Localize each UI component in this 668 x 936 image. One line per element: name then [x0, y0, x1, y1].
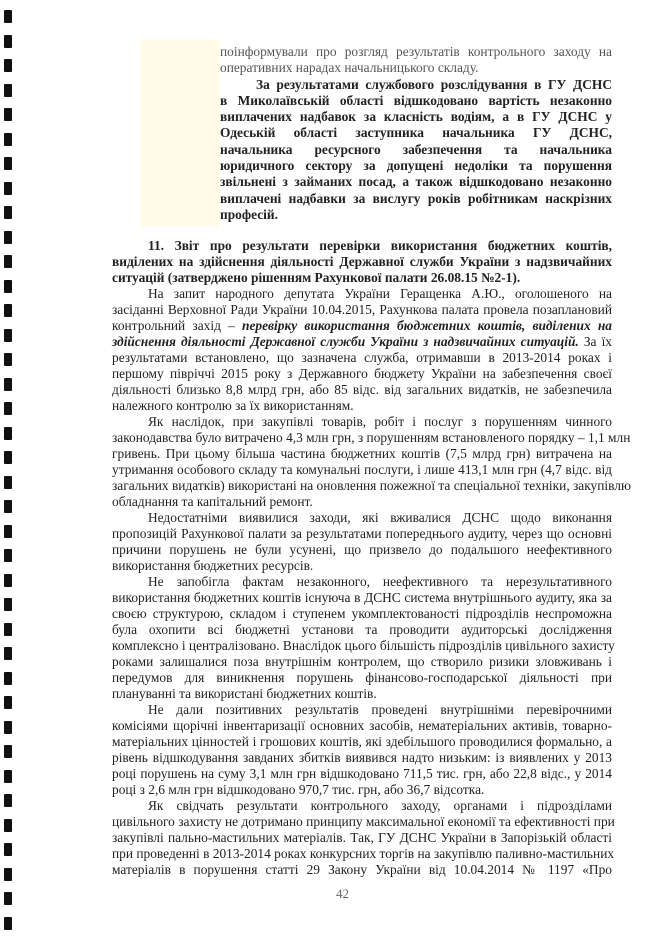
text-line: передумов для виникнення порушень фінансово-господарської діяльності при	[112, 670, 612, 685]
paragraph	[112, 702, 612, 798]
binding-hole	[4, 108, 12, 121]
binding-hole	[4, 255, 12, 268]
text-line: використання бюджетних коштів існуюча в ДСНС система внутрішнього аудиту, яка за	[112, 590, 612, 605]
highlight-region	[140, 40, 220, 226]
binding-hole	[4, 696, 12, 709]
text-line: діяльності близько 8,8 млрд грн, або 85 відс. від загальних видатків, не забезпечила	[112, 382, 612, 397]
text-line	[112, 318, 612, 334]
binding-hole	[4, 378, 12, 391]
binding-hole	[4, 182, 12, 195]
text-line: цивільного захисту не дотримано принципу максимальної економії та ефективності при	[112, 814, 615, 829]
paragraph	[112, 798, 615, 878]
text-line: Не дали позитивних результатів проведені внутрішніми перевірочними	[148, 702, 612, 717]
binding-hole	[4, 647, 12, 660]
binding-hole	[4, 133, 12, 146]
paragraph	[220, 44, 612, 77]
text-line: 11. Звіт про результати перевірки використання бюджетних коштів,	[148, 238, 612, 253]
text-line: виділених на здійснення діяльності Державної служби України з надзвичайних	[112, 254, 612, 269]
text-segment: За їх	[578, 334, 612, 349]
binding-hole	[4, 623, 12, 636]
binding-hole	[4, 84, 12, 97]
text-line: була охопити всі бюджетні установи та проводити аудиторські дослідження	[112, 622, 612, 637]
text-line: причини порушень не були усунені, що призвело до подальшого неефективного	[112, 542, 612, 557]
binding-hole	[4, 770, 12, 783]
paragraph	[112, 574, 615, 702]
text-line: оперативних нарадах начальницького складу.	[220, 60, 479, 76]
paragraph	[112, 414, 631, 510]
text-line: Недостатніми виявилися заходи, які вживалися ДСНС щодо виконання	[148, 510, 612, 525]
binding-hole	[4, 917, 12, 930]
text-line: належного контролю за їх використанням.	[112, 398, 354, 413]
binding-hole	[4, 157, 12, 170]
top-text-block	[220, 44, 612, 223]
binding-hole	[4, 672, 12, 685]
page-number: 42	[336, 886, 349, 901]
text-line: в Миколаївській області відшкодовано вартість незаконно	[220, 92, 612, 108]
text-line: роками залишалися поза внутрішнім контролем, що створило ризики зловживань і	[112, 654, 612, 669]
text-line: плануванні та використані бюджетних коштів.	[112, 686, 377, 701]
binding-hole	[4, 500, 12, 513]
text-line: році порушень на суму 3,1 млн грн відшкодовано 711,5 тис. грн, або 22,8 відс., у 2014	[112, 766, 612, 781]
text-line: використання бюджетних ресурсів.	[112, 558, 314, 573]
text-line: році з 2,6 млн грн відшкодовано 970,7 тис. грн, або 36,7 відсотка.	[112, 782, 485, 797]
binding-hole	[4, 353, 12, 366]
binding-hole	[4, 794, 12, 807]
binding-hole	[4, 892, 12, 905]
paragraph	[112, 286, 612, 414]
text-line: результатами встановлено, що зазначена служба, отримавши в 2013-2014 роках і	[112, 350, 612, 365]
text-line: Не запобігла фактам незаконного, неефективного та нерезультативного	[148, 574, 612, 589]
text-line: першому півріччі 2015 року з Державного бюджету України на забезпечення своєї	[112, 366, 612, 381]
text-line: начальника ресурсного забезпечення та начальника	[220, 141, 612, 157]
text-line: матеріалів в порушення статті 29 Закону України від 10.04.2014 № 1197 «Про	[112, 862, 612, 877]
text-line: матеріальних цінностей і грошових коштів, які здебільшого проводилися формально, а	[112, 734, 612, 749]
binding-hole	[4, 598, 12, 611]
text-line: виплачених надбавок за класність водіям, а в ГУ ДСНС у	[220, 109, 612, 125]
text-line: Як наслідок, при закупівлі товарів, робіт і послуг з порушенням чинного	[148, 414, 612, 429]
text-segment: контрольний захід –	[112, 318, 243, 333]
text-line: законодавства було витрачено 4,3 млн грн, з порушенням встановленого порядку – 1,1 млн	[112, 430, 631, 445]
binding-hole	[4, 868, 12, 881]
binding-hole	[4, 574, 12, 587]
text-line: звільнені з займаних посад, а також відшкодовано незаконно	[220, 174, 612, 190]
binding-hole	[4, 476, 12, 489]
text-line: при проведенні в 2013-2014 роках конкурсних торгів на закупівлю паливно-мастильних	[112, 846, 615, 861]
text-line: За результатами службового розслідування в ГУ ДСНС	[256, 76, 612, 92]
text-line: загальних видатків) використані на оновлення пожежної та спеціальної техніки, закупівлю	[112, 478, 631, 493]
binding-hole	[4, 10, 12, 23]
binding-hole	[4, 35, 12, 48]
binding-hole	[4, 231, 12, 244]
text-line: професій.	[220, 206, 278, 222]
binding-hole	[4, 549, 12, 562]
binding-hole	[4, 819, 12, 832]
binding-hole	[4, 304, 12, 317]
binding-hole	[4, 451, 12, 464]
text-line: комісіями щорічні інвентаризації основних засобів, нематеріальних активів, товарно-	[112, 718, 612, 733]
binding-hole	[4, 843, 12, 856]
binding-hole	[4, 206, 12, 219]
binding-hole	[4, 721, 12, 734]
binding-hole	[4, 745, 12, 758]
text-line: поінформували про розгляд результатів контрольного заходу на	[220, 44, 612, 59]
text-segment: перевірку використання бюджетних коштів, виділених на	[242, 318, 612, 333]
binding-hole	[4, 280, 12, 293]
main-text-block	[112, 238, 631, 878]
paragraph	[112, 510, 612, 574]
paragraph	[112, 238, 612, 286]
text-line: обладнання та капітальний ремонт.	[112, 494, 313, 509]
binding-hole	[4, 525, 12, 538]
binding-hole	[4, 329, 12, 342]
binding-hole	[4, 427, 12, 440]
text-line	[112, 334, 612, 350]
text-line: гривень. При цьому більша частина бюджетних коштів (7,5 млрд грн) витрачена на	[112, 446, 612, 461]
text-segment: здійснення діяльності Державної служби України з надзвичайних ситуацій.	[112, 334, 579, 349]
text-line: пропозицій Рахункової палати за результатами попереднього аудиту, через що основні	[112, 526, 612, 541]
text-line: рівень відшкодування завданих збитків виявився надто низьким: із виявлених у 2013	[112, 750, 612, 765]
text-line: ситуацій (затверджено рішенням Рахункової палати 26.08.15 №2-1).	[112, 270, 521, 285]
text-line: комплексно і централізовано. Внаслідок цього більшість підрозділів цивільного захисту	[112, 638, 615, 653]
binding-hole	[4, 402, 12, 415]
text-line: своєю структурою, складом і ступенем укомплектованості підрозділів неспроможна	[112, 606, 612, 621]
binding-hole	[4, 59, 12, 72]
text-line: юридичного сектору за допущені недоліки та порушення	[220, 158, 612, 174]
text-line: Одеській області заступника начальника ГУ ДСНС,	[220, 125, 612, 141]
text-line: утримання особового складу та комунальні послуги, і лише 413,1 млн грн (4,7 відс. від	[112, 462, 612, 477]
text-line: Як свідчать результати контрольного заходу, органами і підрозділами	[148, 798, 612, 813]
text-line: На запит народного депутата України Геращенка А.Ю., оголошеного на	[148, 286, 612, 301]
text-line: виплачені надбавки за вислугу років робітникам наскрізних	[220, 190, 612, 206]
text-line: закупівлі пально-мастильних матеріалів. Так, ГУ ДСНС України в Запорізькій області	[112, 830, 612, 845]
paragraph	[220, 77, 612, 224]
text-line: засіданні Верховної Ради України 10.04.2015, Рахункова палата провела позаплановий	[112, 302, 612, 317]
